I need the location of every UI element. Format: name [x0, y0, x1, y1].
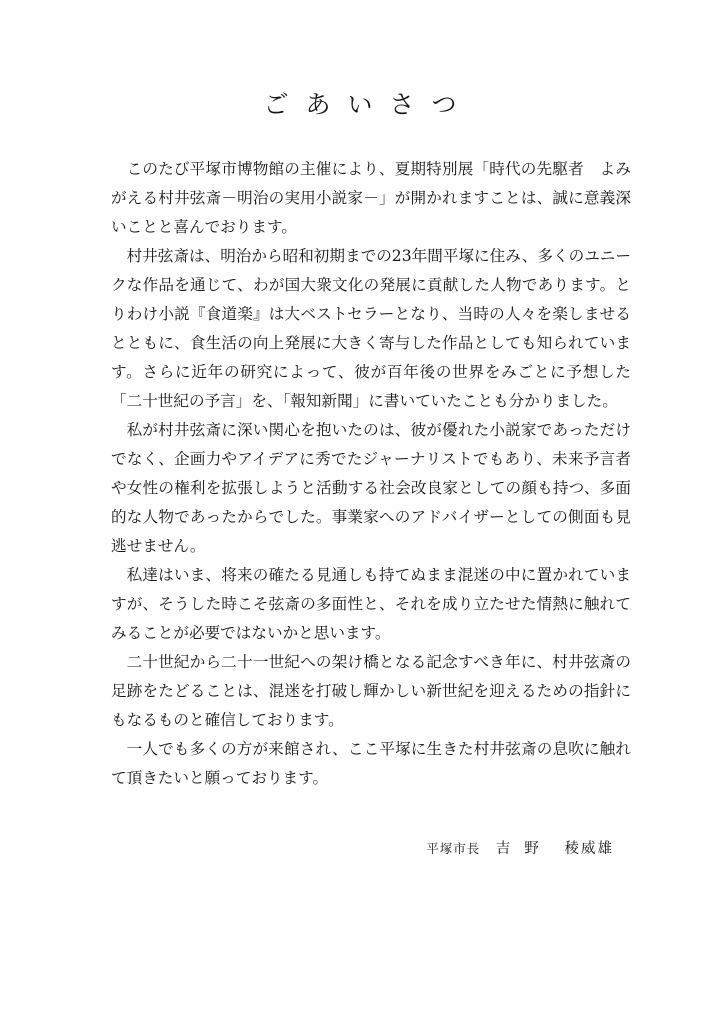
signature-given-name: 稜威雄: [564, 841, 614, 857]
body-paragraph-2: 村井弦斎は、明治から昭和初期までの23年間平塚に住み、多くのユニークな作品を通じて、わが国大衆文化の発展に貢献した人物であります。とりわけ小説『食道楽』は大ベストセラーとなり、当時の人々を楽しませるとともに、食生活の向上発展に大きく寄与した作品としても知られています。さらに近年の研究によって、彼が百年後の世界をみごとに予想した「二十世紀の予言」を、「報知新聞」に書いていたことも分かりました。: [111, 247, 631, 410]
body-paragraph-1: このたび平塚市博物館の主催により、夏期特別展「時代の先駆者 よみがえる村井弦斎－明治の実用小説家－」が開かれますことは、誠に意義深いことと喜んでおります。: [111, 160, 631, 236]
signature-line: [426, 839, 614, 859]
body-paragraph-6: 一人でも多くの方が来館され、ここ平塚に生きた村井弦斎の息吹に触れて頂きたいと願っております。: [111, 740, 631, 787]
body-paragraph-3: 私が村井弦斎に深い関心を抱いたのは、彼が優れた小説家であっただけでなく、企画力やアイデアに秀でたジャーナリストでもあり、未来予言者や女性の権利を拡張しようと活動する社会改良家としての顔も持つ、多面的な人物であったからでした。事業家へのアドバイザーとしての側面も見逃せません。: [111, 421, 631, 555]
body-paragraph-5: 二十世紀から二十一世紀への架け橋となる記念すべき年に、村井弦斎の足跡をたどることは、混迷を打破し輝かしい新世紀を迎えるための指針にもなるものと確信しております。: [111, 653, 631, 729]
greeting-title: ごあいさつ: [263, 90, 474, 119]
greeting-body: [111, 155, 631, 793]
body-paragraph-4: 私達はいま、将来の確たる見通しも持てぬまま混迷の中に置かれていますが、そうした時こそ弦斎の多面性と、それを成り立たせた情熱に触れてみることが必要ではないかと思います。: [111, 566, 631, 642]
signature-surname: 吉野: [495, 841, 553, 857]
signature-title: 平塚市長: [426, 841, 481, 856]
